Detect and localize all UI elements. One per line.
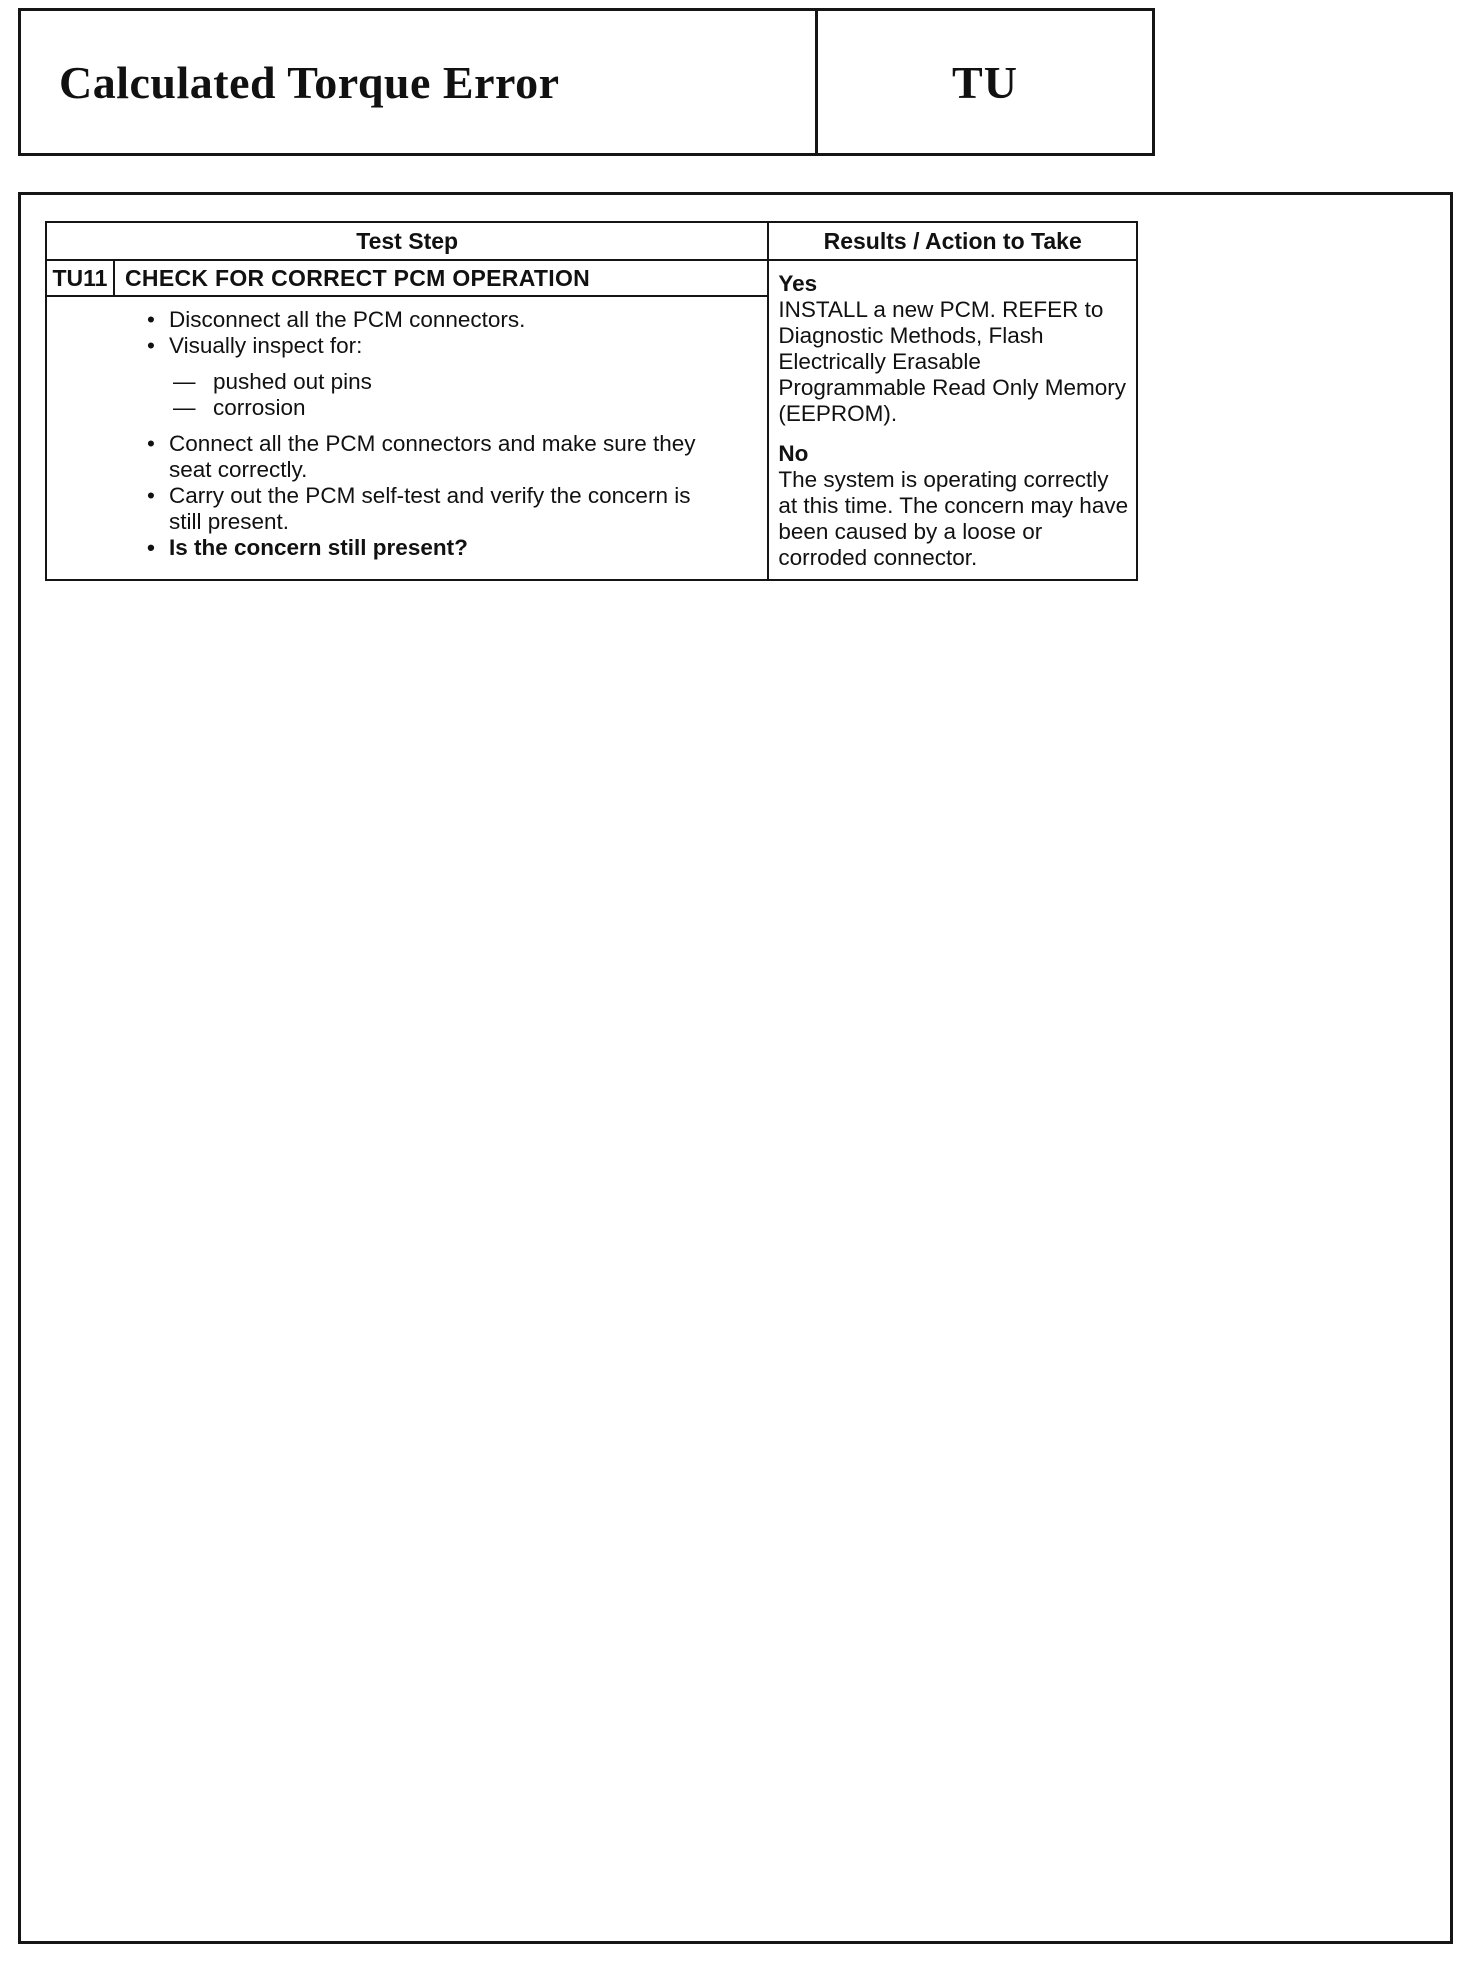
list-item — [47, 307, 753, 333]
bullet-icon: • — [147, 333, 155, 358]
header-box — [18, 8, 1155, 156]
result-yes-label: Yes — [778, 271, 818, 296]
header-code-cell — [815, 11, 1152, 153]
sub-list-item — [47, 369, 753, 395]
bullet-icon: • — [147, 431, 155, 456]
list-item-text: Connect all the PCM connectors and make sure they seat correctly. — [169, 431, 696, 482]
results-column — [767, 223, 1136, 579]
page-title: Calculated Torque Error — [59, 56, 560, 108]
result-yes-text: INSTALL a new PCM. REFER to Diagnostic Methods, Flash Electrically Erasable Programmable Read Only Memory (EEPROM). — [778, 297, 1126, 426]
step-header-row — [47, 261, 767, 297]
content-box — [18, 192, 1453, 1944]
test-table — [45, 221, 1138, 581]
step-title: CHECK FOR CORRECT PCM OPERATION — [125, 265, 591, 291]
section-code: TU — [952, 56, 1018, 108]
test-step-column — [47, 223, 767, 579]
sub-list-item-text: corrosion — [213, 395, 306, 420]
bullet-icon: • — [147, 535, 155, 560]
list-item-question — [47, 535, 753, 561]
column-header-results: Results / Action to Take — [769, 223, 1136, 261]
header-title-cell — [21, 11, 815, 153]
column-header-test-step: Test Step — [47, 223, 767, 261]
step-instructions — [47, 297, 767, 579]
bullet-icon: • — [147, 307, 155, 332]
list-item-text: Is the concern still present? — [169, 535, 468, 560]
result-no-text: The system is operating correctly at this time. The concern may have been caused by a loose or corroded connector. — [778, 467, 1129, 570]
step-id: TU11 — [47, 261, 115, 295]
list-item-text: Visually inspect for: — [169, 333, 363, 358]
sub-list-item — [47, 395, 753, 421]
list-item-text: Carry out the PCM self-test and verify the concern is still present. — [169, 483, 691, 534]
results-body — [769, 261, 1136, 579]
sub-item-group — [47, 369, 753, 421]
result-no-label: No — [778, 441, 809, 466]
sub-list-item-text: pushed out pins — [213, 369, 372, 394]
dash-icon: — — [173, 369, 196, 394]
list-item-text: Disconnect all the PCM connectors. — [169, 307, 526, 332]
list-item — [47, 333, 753, 359]
list-item — [47, 483, 753, 535]
list-item — [47, 431, 753, 483]
dash-icon: — — [173, 395, 196, 420]
bullet-icon: • — [147, 483, 155, 508]
